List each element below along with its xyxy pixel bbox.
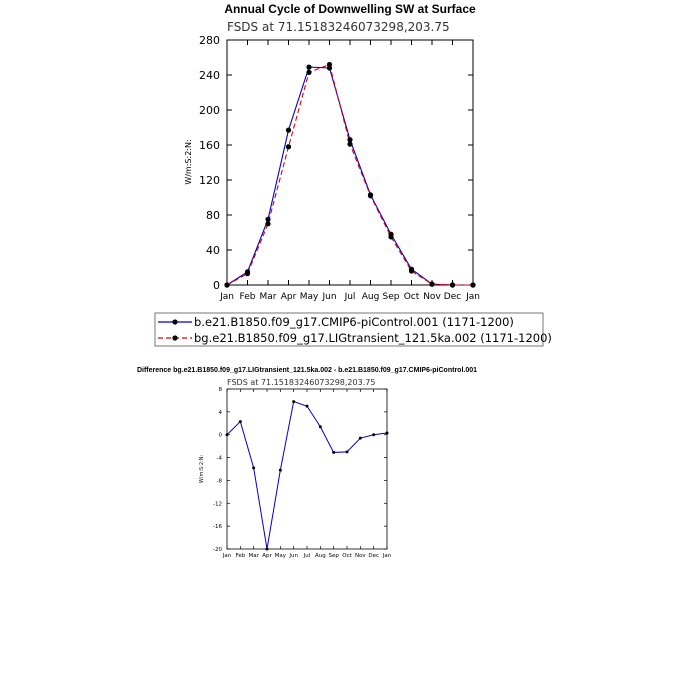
series-2-point: [265, 221, 270, 226]
chart2-subtitle: FSDS at 71.15183246073298,203.75: [227, 378, 376, 387]
series-1-point: [239, 420, 242, 423]
y-tick-label: 120: [199, 174, 220, 187]
series-2-point: [470, 282, 475, 287]
x-tick-label: Nov: [423, 292, 441, 302]
x-tick-label: Aug: [314, 553, 326, 559]
x-tick-label: Jan: [222, 553, 232, 559]
series-1-point: [386, 432, 389, 435]
chart1-plot-frame: [227, 40, 473, 285]
series-1-point: [286, 128, 291, 133]
y-tick-label: -4: [216, 455, 222, 462]
y-tick-label: 0: [213, 279, 220, 292]
chart2-title: Difference bg.e21.B1850.f09_g17.LIGtransient_121.5ka.002 - b.e21.B1850.f09_g17.CMIP6-piControl.001: [136, 367, 478, 374]
y-tick-label: 280: [199, 34, 220, 47]
series-1-point: [372, 433, 375, 436]
y-tick-label: 160: [199, 139, 220, 152]
x-tick-label: Apr: [280, 292, 297, 302]
series-1-point: [226, 433, 229, 436]
x-tick-label: Apr: [262, 553, 272, 559]
x-tick-label: Mar: [248, 553, 259, 559]
series-1-point: [332, 451, 335, 454]
chart1-y-axis-label: W/m:S:2:N:: [184, 139, 193, 185]
y-tick-label: 4: [218, 409, 222, 416]
series-1-point: [252, 466, 255, 469]
x-tick-label: Aug: [361, 292, 380, 302]
chart1-x-ticks: [219, 40, 480, 302]
x-tick-label: Dec: [368, 553, 379, 559]
legend-series-2-marker: [172, 335, 177, 340]
series-1-point: [319, 425, 322, 428]
y-tick-label: 40: [206, 244, 220, 257]
x-tick-label: Jan: [382, 553, 392, 559]
y-tick-label: -8: [216, 478, 222, 485]
chart2-y-ticks: [213, 387, 387, 553]
x-tick-label: May: [274, 553, 287, 559]
y-tick-label: -20: [213, 547, 222, 553]
legend-series-2-label: bg.e21.B1850.f09_g17.LIGtransient_121.5ka.002 (1171-1200): [194, 331, 552, 345]
x-tick-label: Jan: [466, 292, 480, 302]
series-2-line: [227, 65, 473, 286]
series-1-line: [227, 402, 387, 549]
series-1-point: [306, 405, 309, 408]
series-1-point: [292, 400, 295, 403]
chart1-subtitle: FSDS at 71.15183246073298,203.75: [227, 20, 450, 34]
series-1-point: [359, 437, 362, 440]
chart1-y-ticks: [199, 34, 473, 292]
y-tick-label: -12: [213, 501, 222, 508]
series-2-point: [327, 62, 332, 67]
chart2-plot-frame: [227, 389, 387, 549]
series-1-line: [227, 67, 473, 285]
x-tick-label: Sep: [328, 553, 339, 559]
x-tick-label: Jul: [303, 553, 311, 559]
x-tick-label: Oct: [342, 553, 352, 559]
y-tick-label: 240: [199, 69, 220, 82]
x-tick-label: Jun: [289, 553, 298, 559]
annual-cycle-chart: [155, 2, 552, 346]
y-tick-label: -16: [213, 524, 222, 531]
x-tick-label: Jun: [322, 292, 337, 302]
series-2-point: [450, 282, 455, 287]
x-tick-label: Nov: [354, 553, 366, 559]
series-2-point: [224, 282, 229, 287]
series-1-point: [306, 65, 311, 70]
chart2-y-axis-label: W/m:S:2:N:: [199, 454, 205, 484]
series-2-point: [409, 268, 414, 273]
chart2-x-ticks: [222, 389, 392, 559]
series-2-point: [306, 70, 311, 75]
chart1-legend: [155, 313, 552, 346]
series-2-point: [368, 193, 373, 198]
series-2-point: [429, 282, 434, 287]
difference-chart: [137, 367, 477, 559]
x-tick-label: Mar: [259, 292, 277, 302]
chart1-title: Annual Cycle of Downwelling SW at Surface: [224, 2, 476, 16]
x-tick-label: Oct: [403, 292, 420, 302]
chart1-series: [224, 62, 475, 288]
x-tick-label: Dec: [443, 292, 462, 302]
x-tick-label: Sep: [382, 292, 400, 302]
x-tick-label: Jan: [220, 292, 234, 302]
series-2-point: [347, 142, 352, 147]
x-tick-label: Jul: [344, 292, 356, 302]
series-1-point: [346, 450, 349, 453]
series-2-point: [286, 144, 291, 149]
legend-series-1-label: b.e21.B1850.f09_g17.CMIP6-piControl.001 (1171-1200): [194, 315, 514, 329]
y-tick-label: 80: [206, 209, 220, 222]
series-2-point: [245, 271, 250, 276]
series-2-point: [388, 234, 393, 239]
chart2-series: [226, 400, 389, 550]
y-tick-label: 200: [199, 104, 220, 117]
series-1-point: [266, 548, 269, 551]
y-tick-label: 0: [218, 432, 222, 439]
x-tick-label: Feb: [239, 292, 256, 302]
y-tick-label: 8: [218, 387, 222, 393]
series-1-point: [279, 469, 282, 472]
x-tick-label: May: [299, 292, 319, 302]
x-tick-label: Feb: [235, 553, 246, 559]
legend-series-1-marker: [172, 319, 177, 324]
